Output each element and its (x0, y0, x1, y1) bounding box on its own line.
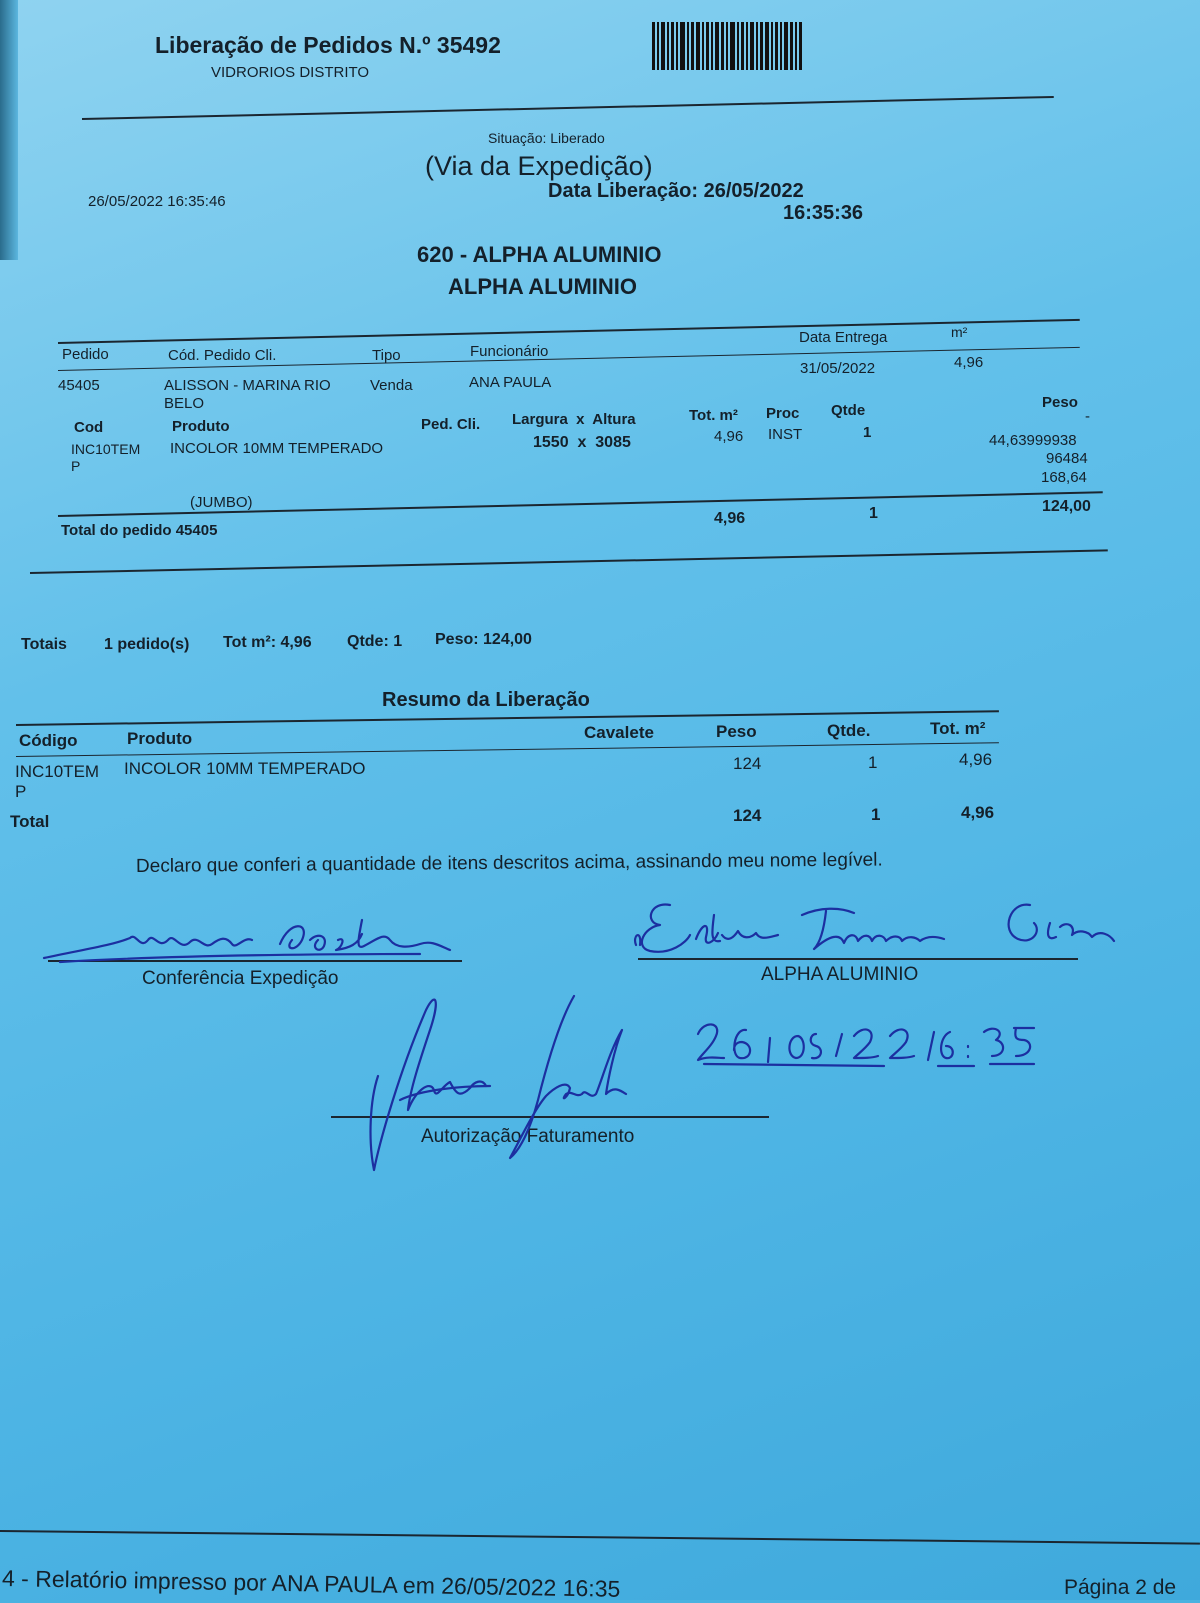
item-produto: INCOLOR 10MM TEMPERADO (170, 440, 384, 457)
order-data-entrega: 31/05/2022 (800, 360, 876, 377)
company-name: VIDRORIOS DISTRITO (211, 64, 370, 81)
totals-pedidos: 1 pedido(s) (104, 636, 190, 653)
resumo-codigo-line1: INC10TEM (15, 762, 100, 781)
resumo-header-qtde: Qtde. (827, 721, 871, 740)
conferencia-label: Conferência Expedição (142, 968, 339, 989)
item-header-largura-altura: Largura x Altura (512, 411, 636, 428)
declaration-text: Declaro que conferi a quantidade de itens descritos acima, assinando meu nome legível. (135, 849, 883, 877)
resumo-total-qtde: 1 (871, 805, 881, 824)
header-tipo: Tipo (372, 347, 401, 364)
item-dimensions: 1550 x 3085 (533, 434, 631, 451)
resumo-total-tot-m2: 4,96 (961, 803, 995, 822)
item-header-tot-m2: Tot. m² (689, 407, 738, 424)
resumo-header-tot-m2: Tot. m² (930, 719, 986, 738)
order-tipo: Venda (370, 377, 413, 394)
item-header-cod: Cod (74, 419, 104, 436)
item-peso-dash: - (1085, 408, 1090, 425)
autorizacao-label: Autorização Faturamento (421, 1126, 635, 1147)
footer-page-number: Página 2 de (1064, 1576, 1177, 1599)
order-m2: 4,96 (954, 354, 984, 371)
resumo-produto: INCOLOR 10MM TEMPERADO (124, 759, 366, 778)
data-liberacao: Data Liberação: 26/05/2022 (548, 180, 804, 202)
handwritten-date (694, 1016, 1054, 1076)
totals-tot-m2: Tot m²: 4,96 (223, 634, 312, 651)
header-cod-pedido-cli: Cód. Pedido Cli. (168, 347, 277, 364)
order-cod-cli-line1: ALISSON - MARINA RIO (164, 377, 331, 394)
handwritten-signature-autorizacao (370, 990, 670, 1180)
item-note: (JUMBO) (190, 494, 253, 511)
item-header-proc: Proc (766, 405, 800, 422)
order-total-qtde: 1 (869, 505, 878, 522)
resumo-qtde: 1 (868, 753, 878, 772)
document-title: Liberação de Pedidos N.º 35492 (155, 32, 501, 58)
barcode (652, 22, 820, 70)
order-funcionario: ANA PAULA (469, 374, 552, 391)
resumo-header-produto: Produto (127, 729, 193, 748)
totals-label: Totais (21, 636, 67, 653)
resumo-header-codigo: Código (19, 731, 78, 750)
totals-peso: Peso: 124,00 (435, 631, 532, 648)
order-pedido: 45405 (58, 377, 100, 394)
totals-qtde: Qtde: 1 (347, 633, 403, 650)
item-proc: INST (768, 426, 803, 443)
resumo-peso: 124 (733, 754, 762, 773)
situacao-text: Situação: Liberado (488, 130, 605, 146)
header-data-entrega: Data Entrega (799, 329, 888, 346)
item-peso-line3: 168,64 (1041, 469, 1087, 486)
client-signature-label: ALPHA ALUMINIO (761, 964, 919, 985)
item-cod-line1: INC10TEM (71, 441, 141, 457)
resumo-header-peso: Peso (716, 722, 757, 741)
via-text: (Via da Expedição) (425, 151, 653, 181)
order-total-label: Total do pedido 45405 (61, 522, 218, 539)
footer-printed-by: 4 - Relatório impresso por ANA PAULA em 26/05/2022 16:35 (1, 1565, 621, 1602)
resumo-total-label: Total (10, 812, 50, 831)
resumo-total-peso: 124 (733, 806, 762, 825)
resumo-tot-m2: 4,96 (959, 750, 993, 769)
client-name: ALPHA ALUMINIO (448, 274, 638, 299)
data-liberacao-time: 16:35:36 (783, 202, 864, 224)
header-pedido: Pedido (62, 346, 109, 363)
client-code-name: 620 - ALPHA ALUMINIO (417, 242, 662, 267)
item-peso-line1: 44,63999938 (989, 432, 1077, 449)
handwritten-signature-client (630, 895, 1130, 975)
resumo-title: Resumo da Liberação (382, 689, 590, 711)
item-header-peso: Peso (1042, 394, 1078, 411)
handwritten-signature-conferencia (40, 910, 460, 970)
order-cod-cli-line2: BELO (164, 395, 205, 412)
item-header-qtde: Qtde (831, 402, 866, 419)
item-header-ped-cli: Ped. Cli. (421, 416, 481, 433)
order-total-peso: 124,00 (1042, 498, 1091, 515)
order-total-m2: 4,96 (714, 510, 746, 527)
item-cod-line2: P (71, 458, 81, 474)
printed-datetime: 26/05/2022 16:35:46 (88, 193, 226, 210)
header-m2: m² (951, 324, 968, 340)
header-funcionario: Funcionário (470, 343, 549, 360)
item-qtde: 1 (863, 424, 872, 441)
resumo-header-cavalete: Cavalete (584, 723, 654, 742)
resumo-codigo-line2: P (15, 782, 27, 801)
item-header-produto: Produto (172, 418, 230, 435)
item-peso-line2: 96484 (1046, 450, 1088, 467)
page-edge-shadow (0, 0, 18, 260)
item-tot-m2: 4,96 (714, 428, 744, 445)
